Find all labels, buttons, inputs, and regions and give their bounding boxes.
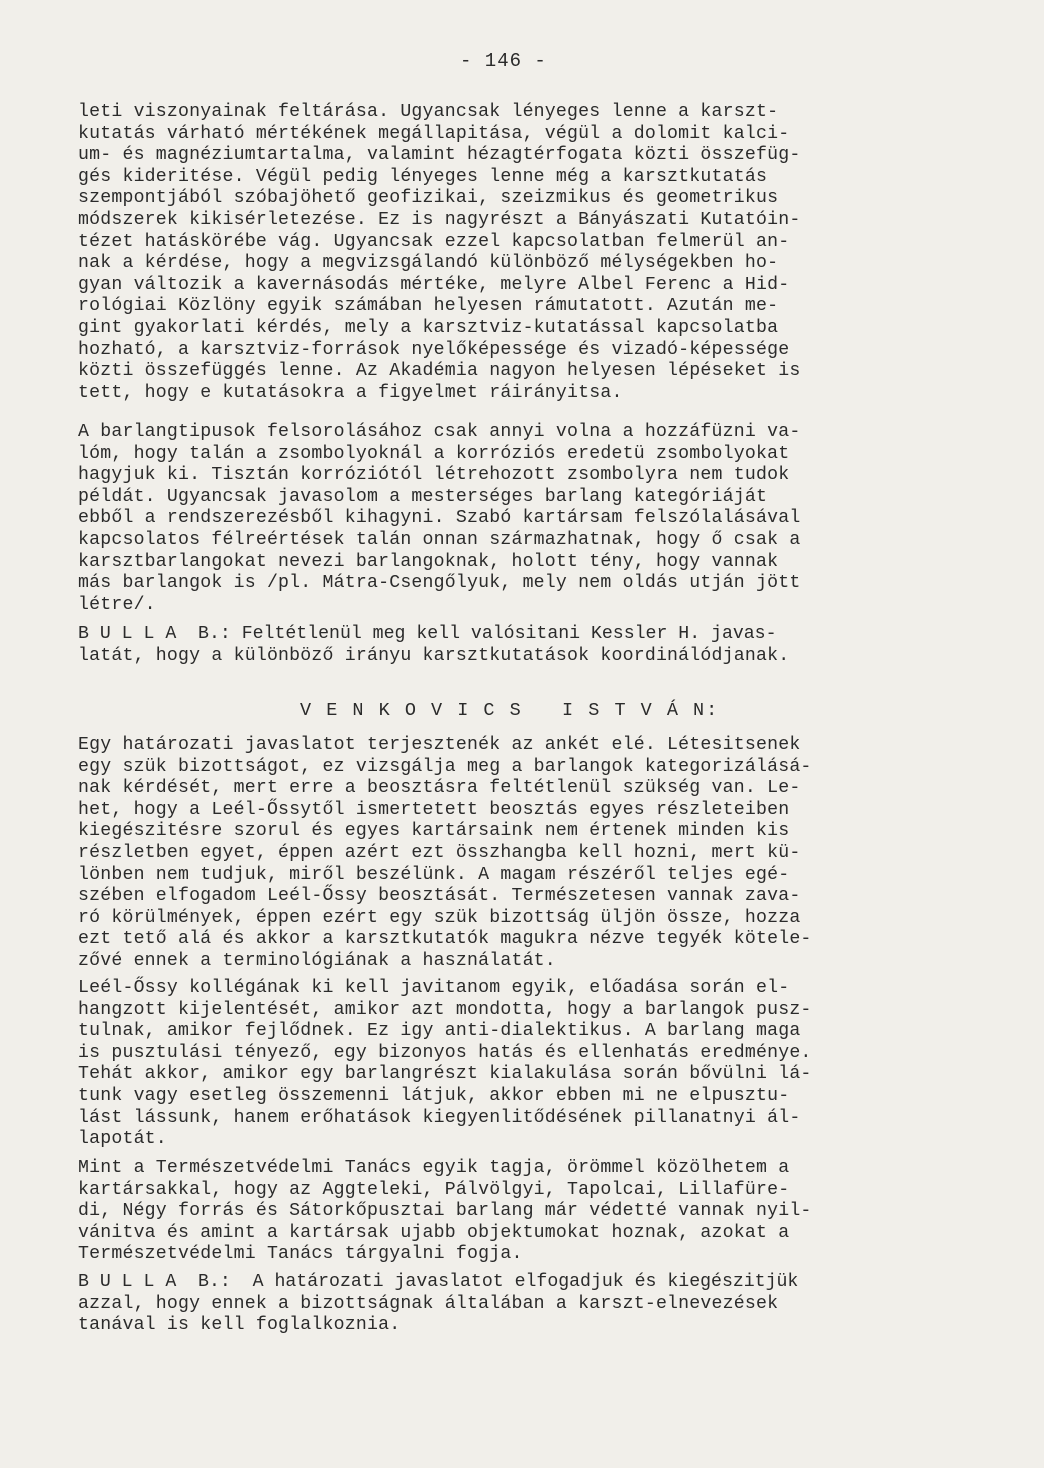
text-line: hangzott kijelentését, amikor azt mondotta, hogy a barlangok pusz- xyxy=(78,999,812,1020)
text-line: ebből a rendszerezésből kihagyni. Szabó kartársam felszólalásával xyxy=(78,508,801,529)
text-line: módszerek kikisérletezése. Ez is nagyrészt a Bányászati Kutatóin- xyxy=(78,209,801,230)
text-line: karsztbarlangokat nevezi barlangoknak, holott tény, hogy vannak xyxy=(78,551,779,572)
text-line: um- és magnéziumtartalma, valamint hézagtérfogata közti összefüg- xyxy=(78,145,801,166)
text-line: közti összefüggés lenne. Az Akadémia nagyon helyesen lépéseket is xyxy=(78,361,801,382)
text-line: más barlangok is /pl. Mátra-Csengőlyuk, mely nem oldás utján jött xyxy=(78,573,801,594)
paragraph-bulla-1 xyxy=(78,624,958,667)
text-line: gyan változik a kavernásodás mértéke, melyre Albel Ferenc a Hid- xyxy=(78,274,790,295)
text-line: Egy határozati javaslatot terjesztenék az ankét elé. Létesitsenek xyxy=(78,735,801,755)
text-line: lást lássunk, hanem erőhatások kiegyenlitődésének pillanatnyi ál- xyxy=(78,1107,801,1128)
text-line: példát. Ugyancsak javasolom a mesterséges barlang kategóriáját xyxy=(78,486,768,507)
paragraph-venkovics-3 xyxy=(78,1158,958,1266)
page-number: - 146 - xyxy=(460,50,547,72)
text-line: is pusztulási tényező, egy bizonyos hatás és ellenhatás eredménye. xyxy=(78,1042,812,1063)
text-line: létre/. xyxy=(78,594,156,615)
text-line: Leél-Őssy kollégának ki kell javitanom egyik, előadása során el- xyxy=(78,978,790,998)
text-line: tézet hatáskörébe vág. Ugyancsak ezzel kapcsolatban felmerül an- xyxy=(78,231,790,252)
text-line: lapotát. xyxy=(78,1129,167,1150)
text-line: het, hogy a Leél-Őssytől ismertetett beosztás egyes részleteiben xyxy=(78,799,790,820)
text-line: kapcsolatos félreértések talán onnan származhatnak, hogy ő csak a xyxy=(78,529,801,550)
text-line: kutatás várható mértékének megállapitása, végül a dolomit kalci- xyxy=(78,123,790,144)
text-line: kartársakkal, hogy az Aggteleki, Pálvölgyi, Tapolcai, Lillafüre- xyxy=(78,1179,790,1200)
text-line: szempontjából szóbajöhető geofizikai, szeizmikus és geometrikus xyxy=(78,188,779,209)
speaker-heading: V E N K O V I C S I S T V Á N: xyxy=(300,700,720,721)
text-line: tunk vagy esetleg összemenni látjuk, akkor ebben mi ne elpusztu- xyxy=(78,1085,790,1106)
text-line: lönben nem tudjuk, miről beszélünk. A magam részéről teljes egé- xyxy=(78,864,790,885)
text-line: A barlangtipusok felsorolásához csak annyi volna a hozzáfüzni va- xyxy=(78,422,801,442)
text-line: latát, hogy a különböző irányu karsztkutatások koordinálódjanak. xyxy=(78,645,790,666)
text-line: leti viszonyainak feltárása. Ugyancsak lényeges lenne a karszt- xyxy=(78,102,779,122)
text-line: zővé ennek a terminológiának a használatát. xyxy=(78,950,556,971)
text-line: tett, hogy e kutatásokra a figyelmet ráirányitsa. xyxy=(78,382,623,403)
text-line: nak kérdését, mert erre a beosztásra feltétlenül szükség van. Le- xyxy=(78,778,801,799)
text-line: részletben egyet, éppen azért ezt összhangba kell hozni, mert kü- xyxy=(78,842,801,863)
text-line: lóm, hogy talán a zsombolyoknál a korróziós eredetü zsombolyokat xyxy=(78,443,790,464)
text-line: B U L L A B.: A határozati javaslatot elfogadjuk és kiegészitjük xyxy=(78,1272,799,1292)
text-line: ró körülmények, éppen ezért egy szük bizottság üljön össze, hozza xyxy=(78,907,801,928)
text-line: vánitva és amint a kartársak ujabb objektumokat hoznak, azokat a xyxy=(78,1222,790,1243)
text-line: tulnak, amikor fejlődnek. Ez igy anti-dialektikus. A barlang maga xyxy=(78,1021,801,1042)
text-line: Mint a Természetvédelmi Tanács egyik tagja, örömmel közölhetem a xyxy=(78,1158,790,1178)
text-line: Tehát akkor, amikor egy barlangrészt kialakulása során bővülni lá- xyxy=(78,1064,812,1085)
text-line: kiegészitésre szorul és egyes kartársaink nem értenek minden kis xyxy=(78,821,790,842)
paragraph-venkovics-1 xyxy=(78,735,958,973)
text-line: hozható, a karsztviz-források nyelőképessége és vizadó-képessége xyxy=(78,339,790,360)
text-line: gés kideritése. Végül pedig lényeges lenne még a karsztkutatás xyxy=(78,166,768,187)
paragraph-bulla-2 xyxy=(78,1272,958,1337)
paragraph-venkovics-2 xyxy=(78,978,958,1151)
text-line: azzal, hogy ennek a bizottságnak általában a karszt-elnevezések xyxy=(78,1293,779,1314)
paragraph-karsztkutatas xyxy=(78,102,958,404)
text-line: di, Négy forrás és Sátorkőpusztai barlang már védetté vannak nyil- xyxy=(78,1201,812,1222)
text-line: nak a kérdése, hogy a megvizsgálandó különböző mélységekben ho- xyxy=(78,253,779,274)
text-line: B U L L A B.: Feltétlenül meg kell valósitani Kessler H. javas- xyxy=(78,624,777,644)
text-line: rológiai Közlöny egyik számában helyesen rámutatott. Azután me- xyxy=(78,296,779,317)
text-line: Természetvédelmi Tanács tárgyalni fogja. xyxy=(78,1244,523,1265)
paragraph-barlangtipusok xyxy=(78,422,958,616)
text-line: szében elfogadom Leél-Őssy beosztását. Természetesen vannak zava- xyxy=(78,886,801,907)
text-line: tanával is kell foglalkoznia. xyxy=(78,1315,401,1336)
text-line: hagyjuk ki. Tisztán korróziótól létrehozott zsombolyra nem tudok xyxy=(78,465,790,486)
text-line: ezt tető alá és akkor a karsztkutatók magukra nézve tegyék kötele- xyxy=(78,929,812,950)
text-line: gint gyakorlati kérdés, mely a karsztviz-kutatással kapcsolatba xyxy=(78,317,779,338)
text-line: egy szük bizottságot, ez vizsgálja meg a barlangok kategorizálásá- xyxy=(78,756,812,777)
